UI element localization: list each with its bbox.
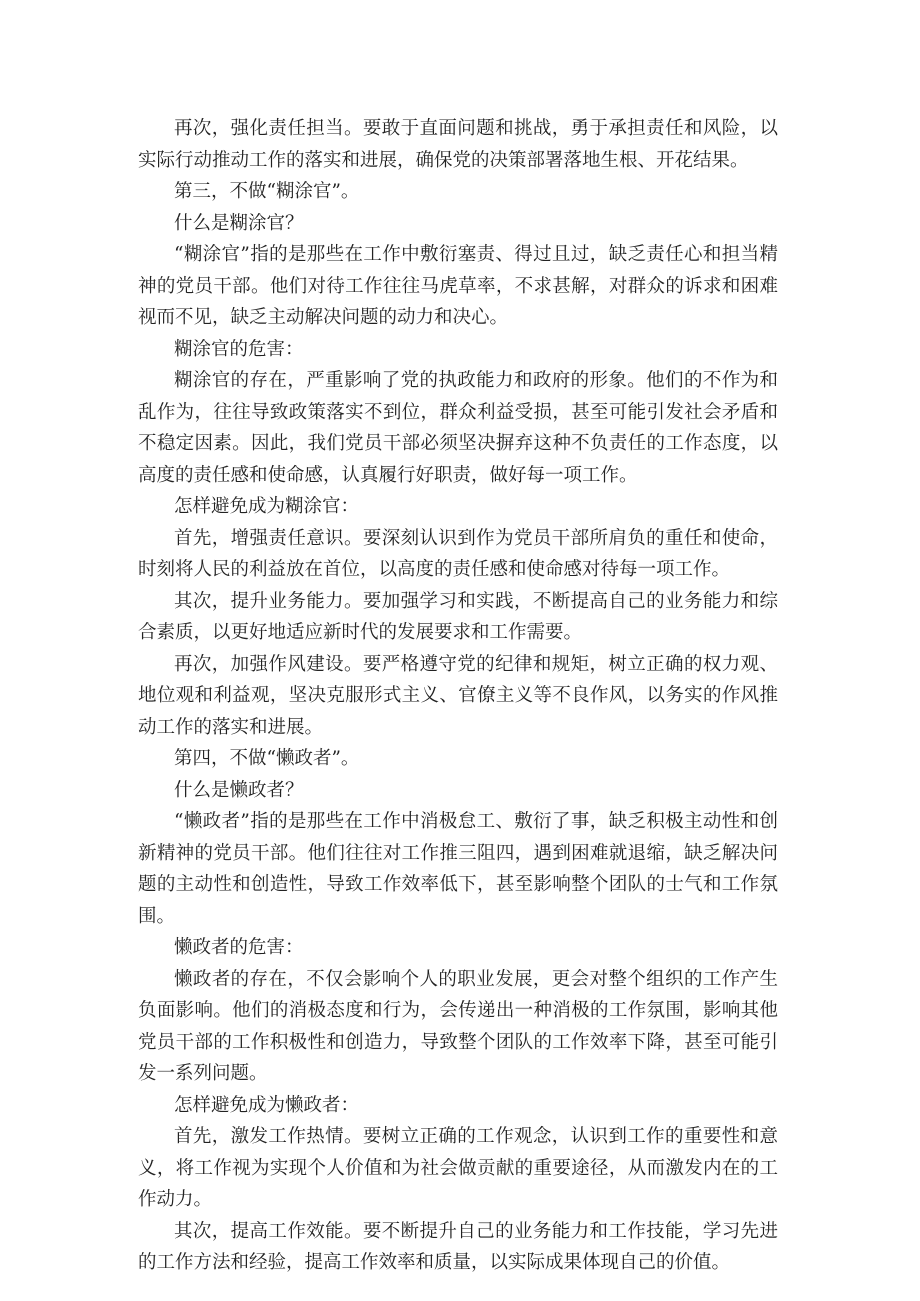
paragraph: “懒政者”指的是那些在工作中消极怠工、敷衍了事，缺乏积极主动性和创新精神的党员干部。他们往往对工作推三阻四，遇到困难就退缩，缺乏解决问题的主动性和创造性，导致工作效率低下，甚至影响整个团队的士气和工作氛围。 [138,811,778,927]
subheading: 糊涂官的危害： [174,338,304,360]
subheading: 什么是懒政者？ [174,779,304,801]
paragraph: 再次，强化责任担当。要敢于直面问题和挑战，勇于承担责任和风险，以实际行动推动工作的落实和进展，确保党的决策部署落地生根、开花结果。 [138,118,778,171]
subheading: 什么是糊涂官？ [174,212,304,234]
document-body [138,113,778,1279]
subheading: 懒政者的危害： [174,937,304,958]
paragraph: 再次，加强作风建设。要严格遵守党的纪律和规矩，树立正确的权力观、地位观和利益观，坚决克服形式主义、官僚主义等不良作风，以务实的作风推动工作的落实和进展。 [138,653,778,738]
paragraph: 首先，增强责任意识。要深刻认识到作为党员干部所肩负的重任和使命，时刻将人民的利益放在首位，以高度的责任感和使命感对待每一项工作。 [138,527,778,580]
section-heading: 第三，不做“糊涂官”。 [174,181,360,202]
paragraph: 其次，提高工作效能。要不断提升自己的业务能力和工作技能，学习先进的工作方法和经验，提高工作效率和质量，以实际成果体现自己的价值。 [138,1220,778,1273]
subheading: 怎样避免成为懒政者： [174,1094,360,1116]
paragraph: “糊涂官”指的是那些在工作中敷衍塞责、得过且过，缺乏责任心和担当精神的党员干部。他们对待工作往往马虎草率，不求甚解，对群众的诉求和困难视而不见，缺乏主动解决问题的动力和决心。 [138,244,778,328]
paragraph: 其次，提升业务能力。要加强学习和实践，不断提高自己的业务能力和综合素质，以更好地适应新时代的发展要求和工作需要。 [138,590,778,643]
paragraph: 首先，激发工作热情。要树立正确的工作观念，认识到工作的重要性和意义，将工作视为实现个人价值和为社会做贡献的重要途径，从而激发内在的工作动力。 [138,1126,778,1210]
paragraph: 糊涂官的存在，严重影响了党的执政能力和政府的形象。他们的不作为和乱作为，往往导致政策落实不到位，群众利益受损，甚至可能引发社会矛盾和不稳定因素。因此，我们党员干部必须坚决摒弃这种不负责任的工作态度，以高度的责任感和使命感，认真履行好职责，做好每一项工作。 [138,370,778,486]
subheading: 怎样避免成为糊涂官： [174,496,360,517]
paragraph: 懒政者的存在，不仅会影响个人的职业发展，更会对整个组织的工作产生负面影响。他们的消极态度和行为，会传递出一种消极的工作氛围，影响其他党员干部的工作积极性和创造力，导致整个团队的工作效率下降，甚至可能引发一系列问题。 [138,968,778,1084]
section-heading: 第四，不做“懒政者”。 [174,748,360,769]
